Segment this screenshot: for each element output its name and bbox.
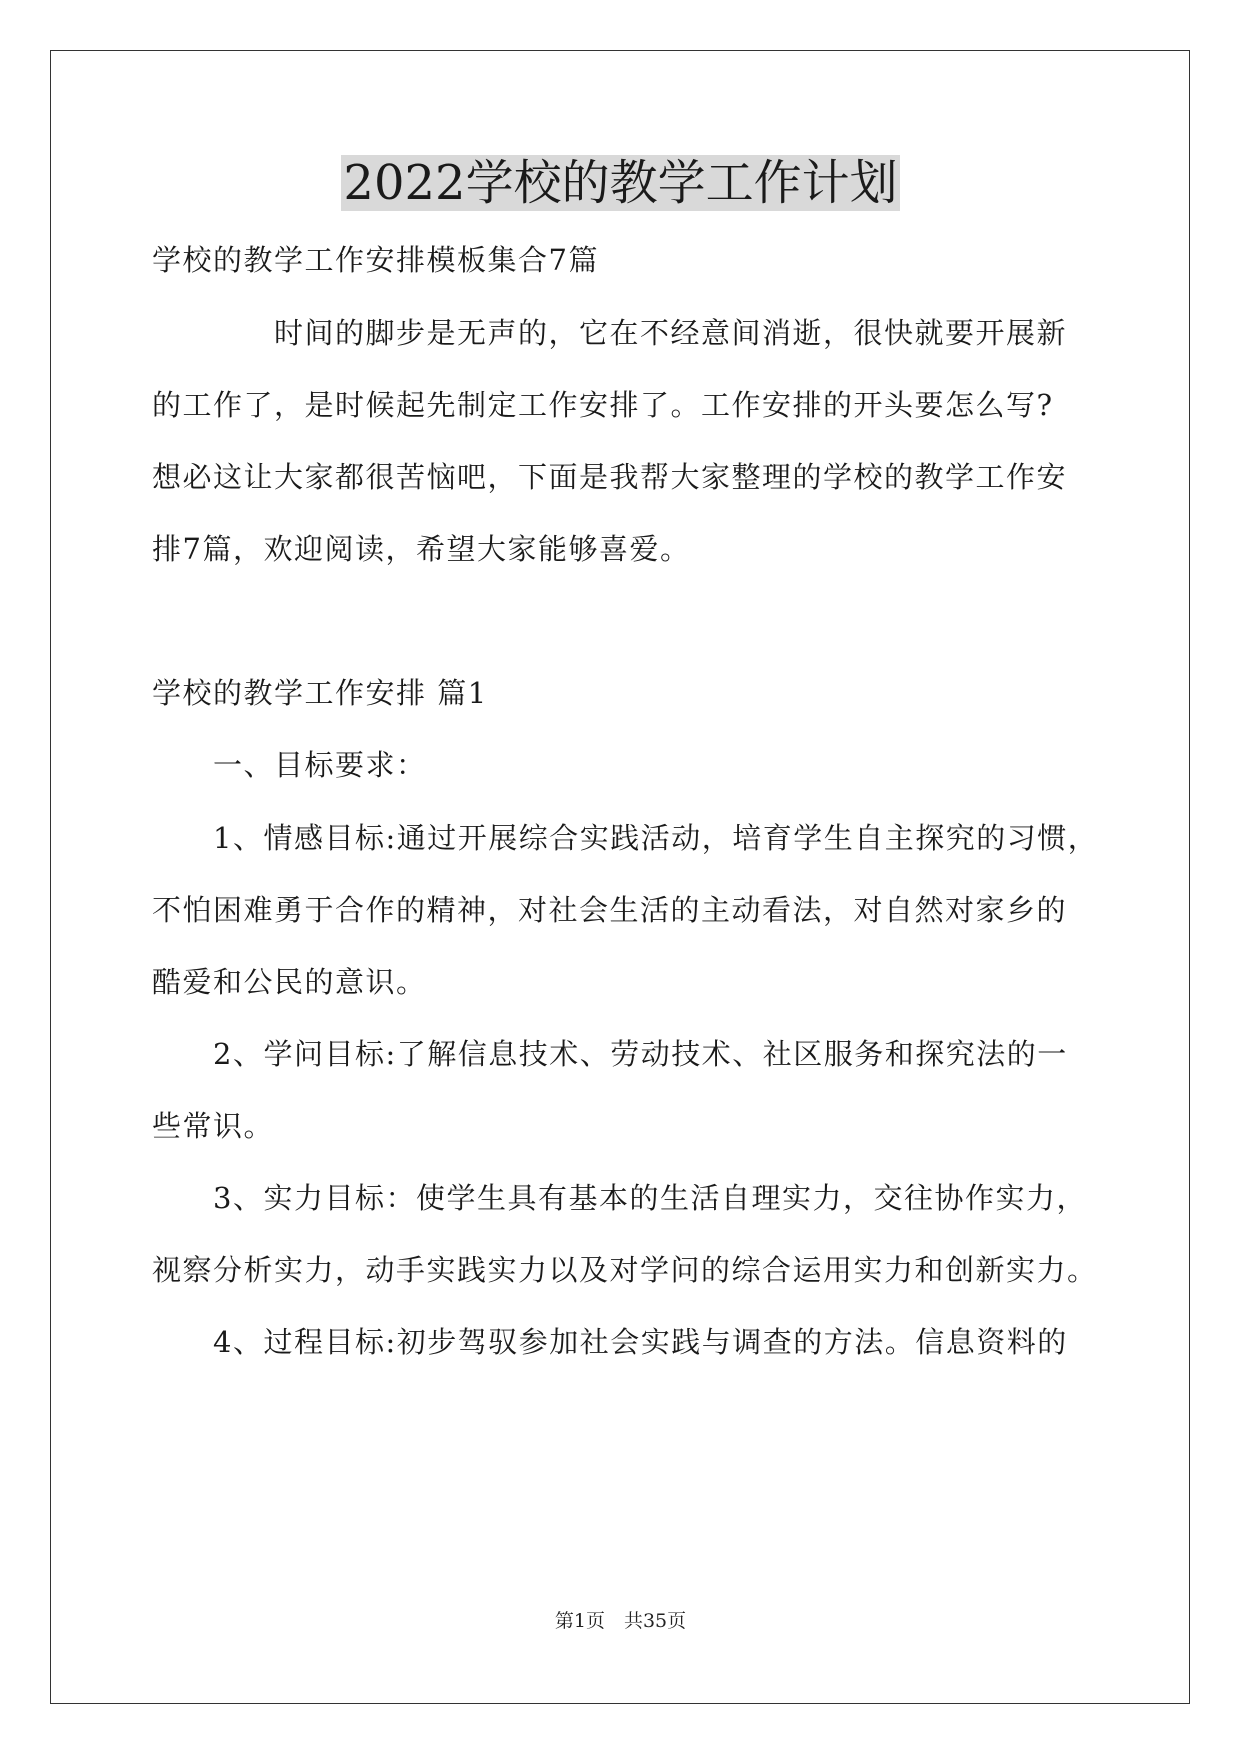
- document-title-text: 2022学校的教学工作计划: [343, 155, 898, 211]
- subtitle-line: 学校的教学工作安排模板集合7篇: [152, 243, 599, 277]
- body-line: 不怕困难勇于合作的精神，对社会生活的主动看法，对自然对家乡的: [152, 893, 1068, 927]
- section-heading: 学校的教学工作安排 篇1: [152, 676, 488, 710]
- body-line: 时间的脚步是无声的，它在不经意间消逝，很快就要开展新: [152, 316, 1068, 350]
- body-line: 2、学问目标:了解信息技术、劳动技术、社区服务和探究法的一: [152, 1037, 1068, 1071]
- page-border: [50, 50, 1190, 1704]
- body-line: 3、实力目标：使学生具有基本的生活自理实力，交往协作实力，: [152, 1181, 1087, 1215]
- body-line: 1、情感目标:通过开展综合实践活动，培育学生自主探究的习惯，: [152, 821, 1099, 855]
- body-line: 想必这让大家都很苦恼吧，下面是我帮大家整理的学校的教学工作安: [152, 460, 1068, 494]
- body-line: 视察分析实力，动手实践实力以及对学问的综合运用实力和创新实力。: [152, 1253, 1098, 1287]
- body-line: 4、过程目标:初步驾驭参加社会实践与调查的方法。信息资料的: [152, 1325, 1068, 1359]
- body-line: 些常识。: [152, 1109, 275, 1143]
- page-footer: 第1页 共35页: [554, 1610, 687, 1632]
- body-line: 的工作了，是时候起先制定工作安排了。工作安排的开头要怎么写?: [152, 388, 1054, 422]
- body-line: 一、目标要求：: [152, 748, 427, 782]
- body-line: 排7篇，欢迎阅读，希望大家能够喜爱。: [152, 532, 691, 566]
- body-line: 酷爱和公民的意识。: [152, 965, 427, 999]
- document-title: [0, 150, 1241, 216]
